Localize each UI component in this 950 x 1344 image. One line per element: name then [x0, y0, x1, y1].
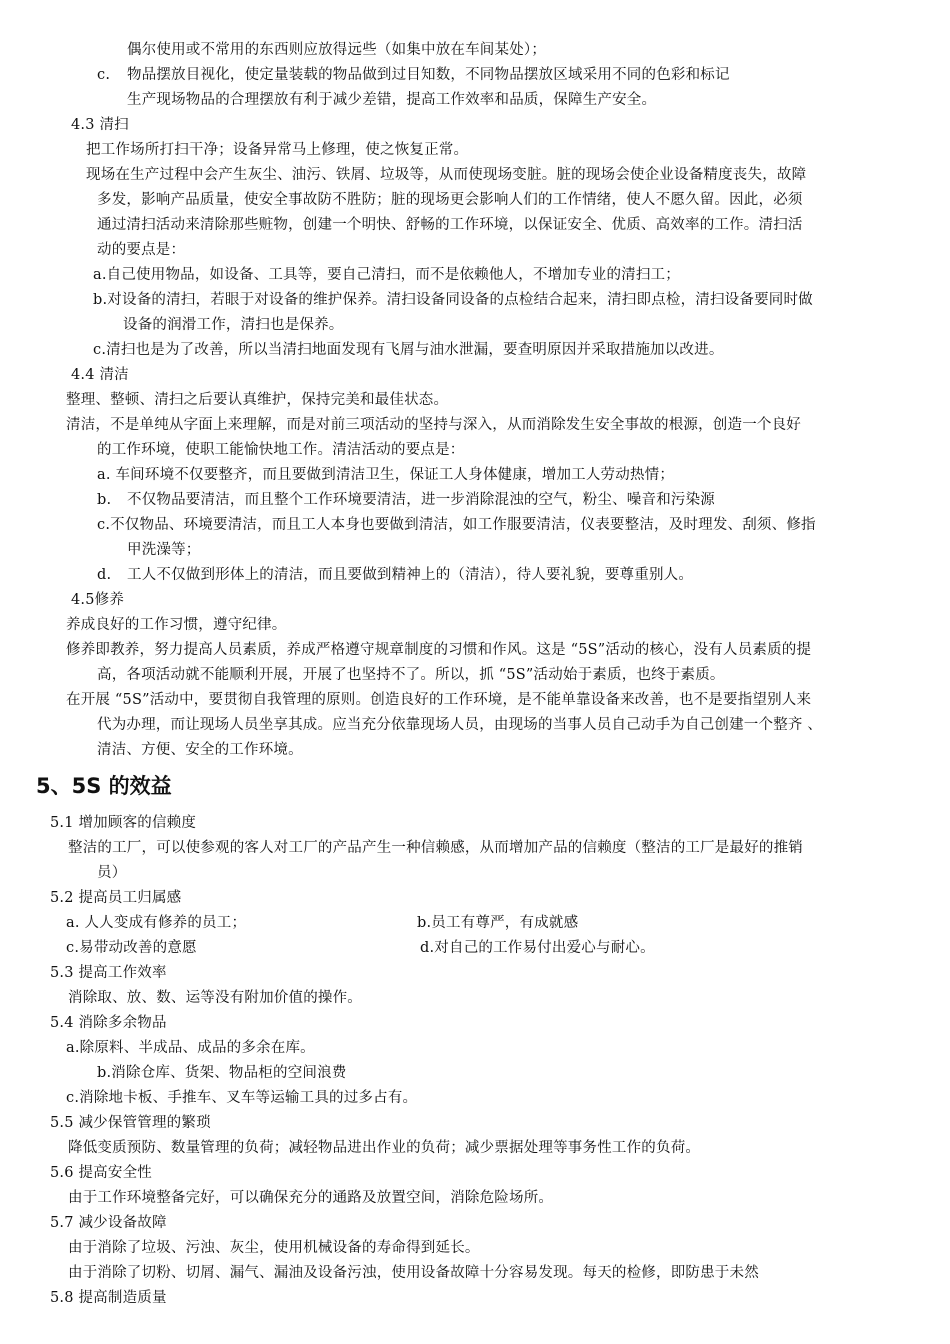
- section-title-5-2: 5.2 提高员工归属感: [50, 890, 182, 906]
- list-item-a: a. 车间环境不仅要整齐，而且要做到清洁卫生，保证工人身体健康，增加工人劳动热情；: [97, 467, 675, 483]
- section-title-4-4: 4.4 清洁: [71, 367, 129, 383]
- paragraph-line: 通过清扫活动来清除那些赃物，创建一个明快、舒畅的工作环境，以保证安全、优质、高效率的工作。清扫活: [97, 217, 803, 233]
- paragraph-line: 员）: [97, 865, 127, 881]
- paragraph-line: 高，各项活动就不能顺利开展，开展了也坚持不了。所以，抓 “5S”活动始于素质，也终于素质。: [97, 667, 725, 683]
- paragraph-line: 养成良好的工作习惯，遵守纪律。: [66, 617, 287, 633]
- list-marker-c: c.: [97, 67, 111, 83]
- list-item-c: c.清扫也是为了改善，所以当清扫地面发现有飞屑与油水泄漏，要查明原因并采取措施加以改进。: [93, 342, 724, 358]
- paragraph-line: 甲洗澡等；: [127, 542, 201, 558]
- paragraph-line: 在开展 “5S”活动中，要贯彻自我管理的原则。创造良好的工作环境，是不能单靠设备来改善，也不是要指望别人来: [66, 692, 812, 708]
- list-marker-d: d.: [97, 567, 112, 583]
- list-item-a: a. 人人变成有修养的员工；: [66, 915, 247, 931]
- paragraph-line: 整洁的工厂，可以使参观的客人对工厂的产品产生一种信赖感，从而增加产品的信赖度（整洁的工厂是最好的推销: [68, 840, 803, 856]
- list-item-b: b.对设备的清扫，若眼于对设备的维护保养。清扫设备同设备的点检结合起来，清扫即点检，清扫设备要同时做: [93, 292, 813, 308]
- paragraph-line: 修养即教养，努力提高人员素质，养成严格遵守规章制度的习惯和作风。这是 “5S”活动的核心，没有人员素质的提: [66, 642, 812, 658]
- paragraph-line: 清洁、方便、安全的工作环境。: [97, 742, 303, 758]
- list-item-a: a.自己使用物品，如设备、工具等，要自己清扫，而不是依赖他人，不增加专业的清扫工；: [93, 267, 680, 283]
- paragraph-line: 的工作环境，使职工能愉快地工作。清洁活动的要点是：: [97, 442, 465, 458]
- list-item-c: c.消除地卡板、手推车、叉车等运输工具的过多占有。: [66, 1090, 418, 1106]
- list-item-b: 不仅物品要清洁，而且整个工作环境要清洁，进一步消除混浊的空气，粉尘、噪音和污染源: [127, 492, 715, 508]
- paragraph-line: 物品摆放目视化，使定量装载的物品做到过目知数，不同物品摆放区域采用不同的色彩和标记: [127, 67, 730, 83]
- section-title-5-5: 5.5 减少保管管理的繁琐: [50, 1115, 211, 1131]
- section-title-5-1: 5.1 增加顾客的信赖度: [50, 815, 197, 831]
- list-item-a: a.除原料、半成品、成品的多余在库。: [66, 1040, 315, 1056]
- list-item-c: c.不仅物品、环境要清洁，而且工人本身也要做到清洁，如工作服要清洁，仪表要整洁，及时理发、刮须、修指: [97, 517, 816, 533]
- section-title-5-4: 5.4 消除多余物品: [50, 1015, 167, 1031]
- paragraph-line: 由于工作环境整备完好，可以确保充分的通路及放置空间，消除危险场所。: [68, 1190, 554, 1206]
- paragraph-line: 清洁，不是单纯从字面上来理解，而是对前三项活动的坚持与深入，从而消除发生安全事故的根源，创造一个良好: [66, 417, 801, 433]
- section-title-4-3: 4.3 清扫: [71, 117, 129, 133]
- list-item-b: b.员工有尊严，有成就感: [417, 915, 579, 931]
- paragraph-line: 由于消除了切粉、切屑、漏气、漏油及设备污浊，使用设备故障十分容易发现。每天的检修，即防患于未然: [68, 1265, 759, 1281]
- list-marker-b: b.: [97, 492, 112, 508]
- list-item-b: b.消除仓库、货架、物品柜的空间浪费: [97, 1065, 347, 1081]
- section-heading-5: 5、5S 的效益: [36, 774, 172, 798]
- section-title-4-5: 4.5修养: [71, 592, 125, 608]
- list-item-c: c.易带动改善的意愿: [66, 940, 197, 956]
- list-item-d: 工人不仅做到形体上的清洁，而且要做到精神上的（清洁），待人要礼貌，要尊重别人。: [127, 567, 694, 583]
- paragraph-line: 消除取、放、数、运等没有附加价值的操作。: [68, 990, 362, 1006]
- section-title-5-3: 5.3 提高工作效率: [50, 965, 167, 981]
- section-title-5-8: 5.8 提高制造质量: [50, 1290, 167, 1306]
- list-item-d: d.对自己的工作易付出爱心与耐心。: [420, 940, 655, 956]
- paragraph-line: 多发，影响产品质量，使安全事故防不胜防；脏的现场更会影响人们的工作情绪，使人不愿久留。因此，必须: [97, 192, 803, 208]
- paragraph-line: 偶尔使用或不常用的东西则应放得远些（如集中放在车间某处）；: [127, 42, 547, 58]
- paragraph-line: 降低变质预防、数量管理的负荷；减轻物品进出作业的负荷；减少票据处理等事务性工作的负荷。: [68, 1140, 701, 1156]
- paragraph-line: 代为办理，而让现场人员坐享其成。应当充分依靠现场人员，由现场的当事人员自己动手为自己创建一个整齐 、: [97, 717, 823, 733]
- paragraph-line: 整理、整顿、清扫之后要认真维护，保持完美和最佳状态。: [66, 392, 449, 408]
- section-title-5-7: 5.7 减少设备故障: [50, 1215, 167, 1231]
- paragraph-line: 动的要点是：: [97, 242, 186, 258]
- paragraph-line: 现场在生产过程中会产生灰尘、油污、铁屑、垃圾等，从而使现场变脏。脏的现场会使企业设备精度丧失，故障: [86, 167, 807, 183]
- paragraph-line: 把工作场所打扫干净；设备异常马上修理，使之恢复正常。: [86, 142, 469, 158]
- paragraph-line: 生产现场物品的合理摆放有利于减少差错，提高工作效率和品质，保障生产安全。: [127, 92, 657, 108]
- paragraph-line: 设备的润滑工作，清扫也是保养。: [123, 317, 344, 333]
- paragraph-line: 由于消除了垃圾、污浊、灰尘，使用机械设备的寿命得到延长。: [68, 1240, 480, 1256]
- section-title-5-6: 5.6 提高安全性: [50, 1165, 152, 1181]
